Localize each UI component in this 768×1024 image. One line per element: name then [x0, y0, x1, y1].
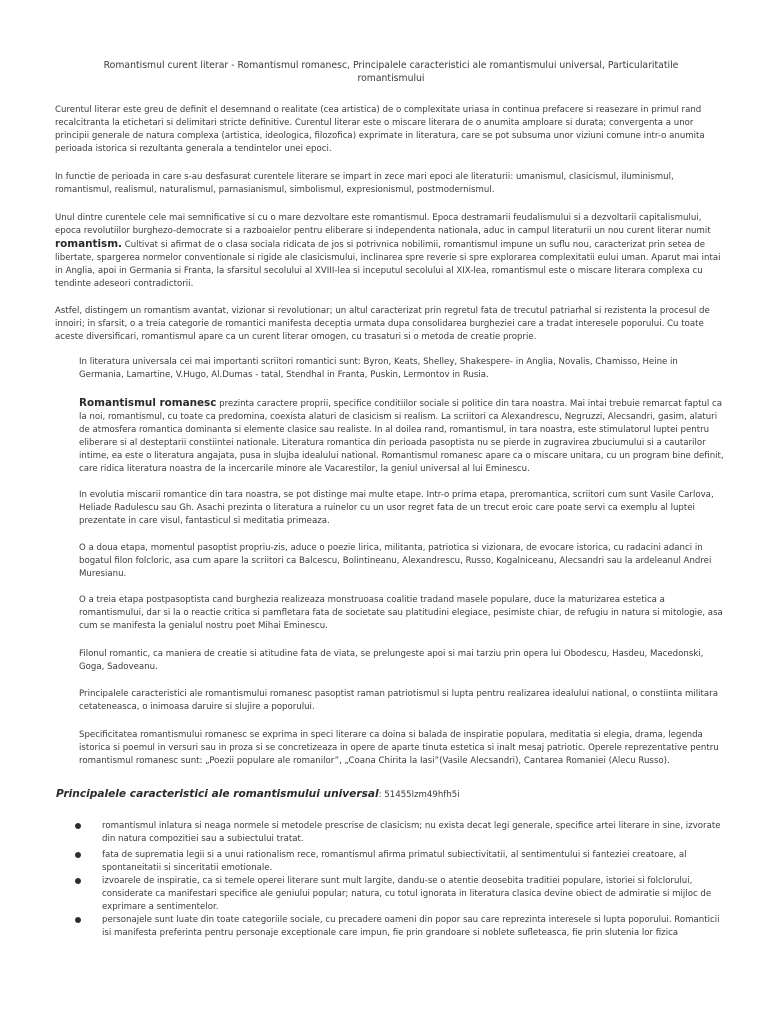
paragraph-universal-writers: In literatura universala cei mai importanti scriitori romantici sunt: Byron, Keats, Shelley, Shakespere- in Anglia, Novalis, Chamisso, Heine in Germania, Lamartine, V.Hugo, Al.Dumas - tatal, Stendhal in Franta, Puskin, Lermontov in Rusia. [79, 357, 678, 380]
section-heading-universal [56, 787, 736, 802]
bullet-dot-icon [75, 878, 81, 884]
paragraph-romanian-romanticism-body: prezinta caractere proprii, specifice conditiilor sociale si politice din tara noastra. Mai intai trebuie remarcat faptul ca la noi, romantismul, cu toate ca predomina, coexista alaturi de clasicism si realism. La scriitori ca Alexandrescu, Negruzzi, Alecsandri, gasim, alaturi de atmosfera romantica dominanta si elemente clasice sau realiste. In al doilea rand, romantismul, in tara noastra, este stimulatorul luptei pentru eliberare si al desteptarii constiintei nationale. Literatura romantica din perioada pasoptista nu se pierde in zugravirea zbuciumului si a cautarilor intime, ea este o literatura angajata, pusa in slujba idealului national. Romantismul romanesc apare ca o miscare unitara, cu un program bine definit, care ridica literatura noastra de la incercarile minore ale Vacarestilor, la geniul universal al lui Eminescu. [79, 399, 724, 474]
paragraph-epochs: In functie de perioada in care s-au desfasurat curentele literare se impart in zece mari epoci ale literaturii: umanismul, clasicismul, iluminismul, romantismul, realismul, naturalismul, parnasianismul, simbolismul, expresionismul, postmodernismul. [55, 172, 674, 195]
paragraph-main-traits-romanian: Principalele caracteristici ale romantismului romanesc pasoptist raman patriotismul si lupta pentru realizarea idealului national, o constiinta militara cetateneasca, o inimoasa daruire si slujire a poporului. [79, 689, 718, 712]
romantismul-romanesc-term: Romantismul romanesc [79, 397, 217, 409]
list-item: romantismul inlatura si neaga normele si metodele prescrise de clasicism; nu exista decat legi generale, specifice artei literare in sine, izvorate din natura compozitiei sau a subiectului tratat. [102, 821, 721, 844]
paragraph-romanian-romanticism [79, 397, 725, 475]
list-item: fata de suprematia legii si a unui rationalism rece, romantismul afirma primatul subiectivitatii, al sentimentului si fanteziei creatoare, al spontaneitatii si sinceritatii emotionale. [102, 850, 687, 873]
paragraph-romanticism-types: Astfel, distingem un romantism avantat, vizionar si revolutionar; un altul caracterizat prin regretul fata de trecutul patriarhal si rezistenta la procesul de innoiri; in sfarsit, o a treia categorie de romantici manifesta deceptia urmata dupa consolidarea burgheziei care a tradat interesele poporului. Cu toate aceste diversificari, romantismul apare ca un curent literar omogen, cu trasaturi si o metoda de creatie proprie. [55, 306, 710, 342]
paragraph-romanticism-origins [55, 212, 725, 290]
paragraph-romanticism-origins-part2: Cultivat si afirmat de o clasa sociala ridicata de jos si potrivnica nobilimii, romantismul impune un suflu nou, caracterizat prin setea de libertate, spargerea normelor conventionale si rigide ale clasicismului, inclinarea spre reverie si spre explorarea complexitatii eului uman. Aparut mai intai in Anglia, apoi in Germania si Franta, la sfarsitul secolului al XVIII-lea si inceputul secolului al XIX-lea, romantismul este o miscare literara complexa cu tendinte adeseori contradictorii. [55, 239, 721, 289]
paragraph-definition: Curentul literar este greu de definit el desemnand o realitate (cea artistica) de o complexitate uriasa in continua prefacere si reasezare in primul rand recalcitranta la etichetari si delimitari stricte definitive. Curentul literar este o miscare literara de o anumita amploare si durata; convergenta a unor principii generale de natura complexa (artistica, ideologica, filozofica) exprimate in literatura, care se pot subsuma unor viziuni comune intr-o anumita perioada istorica si rezultanta generala a tendintelor unei epoci. [55, 105, 705, 154]
paragraph-second-stage: O a doua etapa, momentul pasoptist propriu-zis, aduce o poezie lirica, militanta, patriotica si vizionara, de evocare istorica, cu radacini adanci in bogatul filon folcloric, asa cum apare la scriitori ca Balcescu, Bolintineanu, Alexandrescu, Russo, Kogalniceanu, Alecsandri sau la ardeleanul Andrei Muresianu. [79, 543, 712, 579]
list-item: izvoarele de inspiratie, ca si temele operei literare sunt mult largite, dandu-se o atentie deosebita traditiei populare, istoriei si folclorului, considerate ca manifestari specifice ale geniului popular; natura, cu totul ignorata in literatura clasica devine obiect de admiratie si mijloc de exprimare a sentimentelor. [102, 876, 712, 912]
paragraph-third-stage: O a treia etapa postpasoptista cand burghezia realizeaza monstruoasa coalitie tradand masele populare, duce la maturizarea estetica a romantismului, dar si la o reactie critica si pamfletara fata de societate sau platitudini elegiace, pesimiste chiar, de refugiu in natura si mitologie, asa cum se manifesta la genialul nostru poet Mihai Eminescu. [79, 595, 723, 631]
document-title: Romantismul curent literar - Romantismul romanesc, Principalele caracteristici ale romantismului universal, Particularitatile romantismului [103, 60, 679, 84]
bullet-dot-icon [75, 917, 81, 923]
paragraph-romanticism-origins-part1: Unul dintre curentele cele mai semnificative si cu o mare dezvoltare este romantismul. Epoca destramarii feudalismului si a dezvoltarii capitalismului, epoca revolutiilor burghezo-democrate si a razboaielor pentru eliberare si independenta nationala, aduc in campul literaturii un nou curent literar numit [55, 213, 711, 236]
section-heading-code: : 51455lzm49hfh5i [378, 790, 460, 800]
paragraph-specificity: Specificitatea romantismului romanesc se exprima in speci literare ca doina si balada de inspiratie populara, meditatia si elegia, drama, legenda istorica si poemul in versuri sau in proza si se concretizeaza in opere de aparte tinuta estetica si inalt mesaj patriotic. Operele reprezentative pentru romantismul romanesc sunt: „Poezii populare ale romanilor”, „Coana Chirita la Iasi”(Vasile Alecsandri), Cantarea Romaniei (Alecu Russo). [79, 730, 719, 766]
romantism-term: romantism. [55, 237, 122, 250]
paragraph-romantic-vein: Filonul romantic, ca maniera de creatie si atitudine fata de viata, se prelungeste apoi si mai tarziu prin opera lui Obodescu, Hasdeu, Macedonski, Goga, Sadoveanu. [79, 649, 704, 672]
bullet-dot-icon [75, 852, 81, 858]
list-item: personajele sunt luate din toate categoriile sociale, cu precadere oameni din popor sau care reprezinta interesele si lupta poporului. Romanticii isi manifesta preferinta pentru personaje exceptionale care impun, fie prin grandoare si noblete sufleteasca, fie prin slutenia lor fizica [102, 915, 720, 938]
section-heading-text: Principalele caracteristici ale romantismului universal [56, 788, 379, 800]
bullet-dot-icon [75, 823, 81, 829]
paragraph-first-stage: In evolutia miscarii romantice din tara noastra, se pot distinge mai multe etape. Intr-o prima etapa, preromantica, scriitori cum sunt Vasile Carlova, Heliade Radulescu sau Gh. Asachi prezinta o literatura a ruinelor cu un usor regret fata de un trecut eroic care poate servi ca exemplu al luptei prezentate in care visul, fantasticul si meditatia primeaza. [79, 490, 714, 526]
